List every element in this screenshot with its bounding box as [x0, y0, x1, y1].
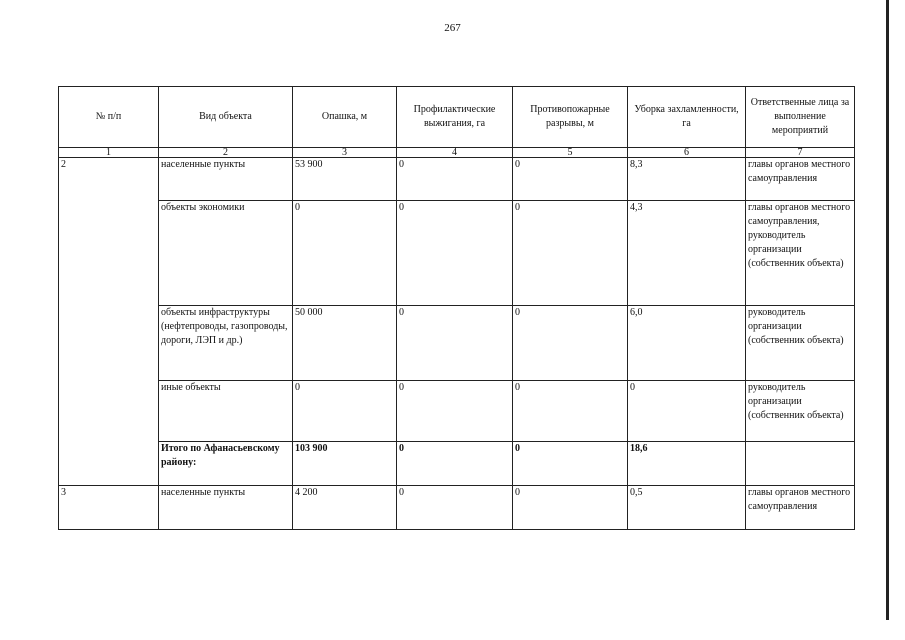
total-plowing-cell: 103 900	[293, 442, 397, 486]
fire-measures-table	[58, 86, 855, 530]
responsible-cell: руководитель организации (собственник объекта)	[746, 381, 855, 442]
column-number: 5	[513, 148, 628, 158]
plowing-cell: 4 200	[293, 486, 397, 530]
header-burning: Профилактические выжигания, га	[397, 87, 513, 148]
total-firebreaks-cell: 0	[513, 442, 628, 486]
column-number: 1	[59, 148, 159, 158]
page-number: 267	[444, 22, 461, 34]
cleanup-cell: 8,3	[628, 158, 746, 201]
group-number: 3	[59, 486, 159, 530]
plowing-cell: 53 900	[293, 158, 397, 201]
header-cleanup: Уборка захламленности, га	[628, 87, 746, 148]
object-type-cell: объекты экономики	[159, 201, 293, 306]
total-cleanup-cell: 18,6	[628, 442, 746, 486]
responsible-cell: главы органов местного самоуправления, руководитель организации (собственник объекта)	[746, 201, 855, 306]
header-responsible: Ответственные лица за выполнение мероприятий	[746, 87, 855, 148]
plowing-cell: 0	[293, 381, 397, 442]
table-row	[59, 486, 855, 530]
header-row	[59, 87, 855, 148]
group-number: 2	[59, 158, 159, 486]
firebreaks-cell: 0	[513, 201, 628, 306]
cleanup-cell: 0,5	[628, 486, 746, 530]
firebreaks-cell: 0	[513, 486, 628, 530]
total-responsible-cell	[746, 442, 855, 486]
page-edge-line	[886, 0, 889, 620]
table-row	[59, 381, 855, 442]
column-number: 2	[159, 148, 293, 158]
responsible-cell: руководитель организации (собственник объекта)	[746, 306, 855, 381]
column-number-row	[59, 148, 855, 158]
object-type-cell: объекты инфраструктуры (нефтепроводы, газопроводы, дороги, ЛЭП и др.)	[159, 306, 293, 381]
header-object-type: Вид объекта	[159, 87, 293, 148]
header-plowing: Опашка, м	[293, 87, 397, 148]
cleanup-cell: 0	[628, 381, 746, 442]
cleanup-cell: 6,0	[628, 306, 746, 381]
firebreaks-cell: 0	[513, 381, 628, 442]
total-burning-cell: 0	[397, 442, 513, 486]
firebreaks-cell: 0	[513, 158, 628, 201]
plowing-cell: 50 000	[293, 306, 397, 381]
burning-cell: 0	[397, 306, 513, 381]
header-firebreaks: Противопожарные разрывы, м	[513, 87, 628, 148]
table-row	[59, 306, 855, 381]
burning-cell: 0	[397, 486, 513, 530]
burning-cell: 0	[397, 381, 513, 442]
responsible-cell: главы органов местного самоуправления	[746, 158, 855, 201]
table-row	[59, 158, 855, 201]
table-row	[59, 201, 855, 306]
column-number: 7	[746, 148, 855, 158]
burning-cell: 0	[397, 201, 513, 306]
object-type-cell: населенные пункты	[159, 158, 293, 201]
column-number: 4	[397, 148, 513, 158]
object-type-cell: иные объекты	[159, 381, 293, 442]
firebreaks-cell: 0	[513, 306, 628, 381]
total-row	[59, 442, 855, 486]
object-type-cell: населенные пункты	[159, 486, 293, 530]
cleanup-cell: 4,3	[628, 201, 746, 306]
column-number: 6	[628, 148, 746, 158]
total-label-cell: Итого по Афанасьевскому району:	[159, 442, 293, 486]
column-number: 3	[293, 148, 397, 158]
plowing-cell: 0	[293, 201, 397, 306]
burning-cell: 0	[397, 158, 513, 201]
header-number: № п/п	[59, 87, 159, 148]
responsible-cell: главы органов местного самоуправления	[746, 486, 855, 530]
